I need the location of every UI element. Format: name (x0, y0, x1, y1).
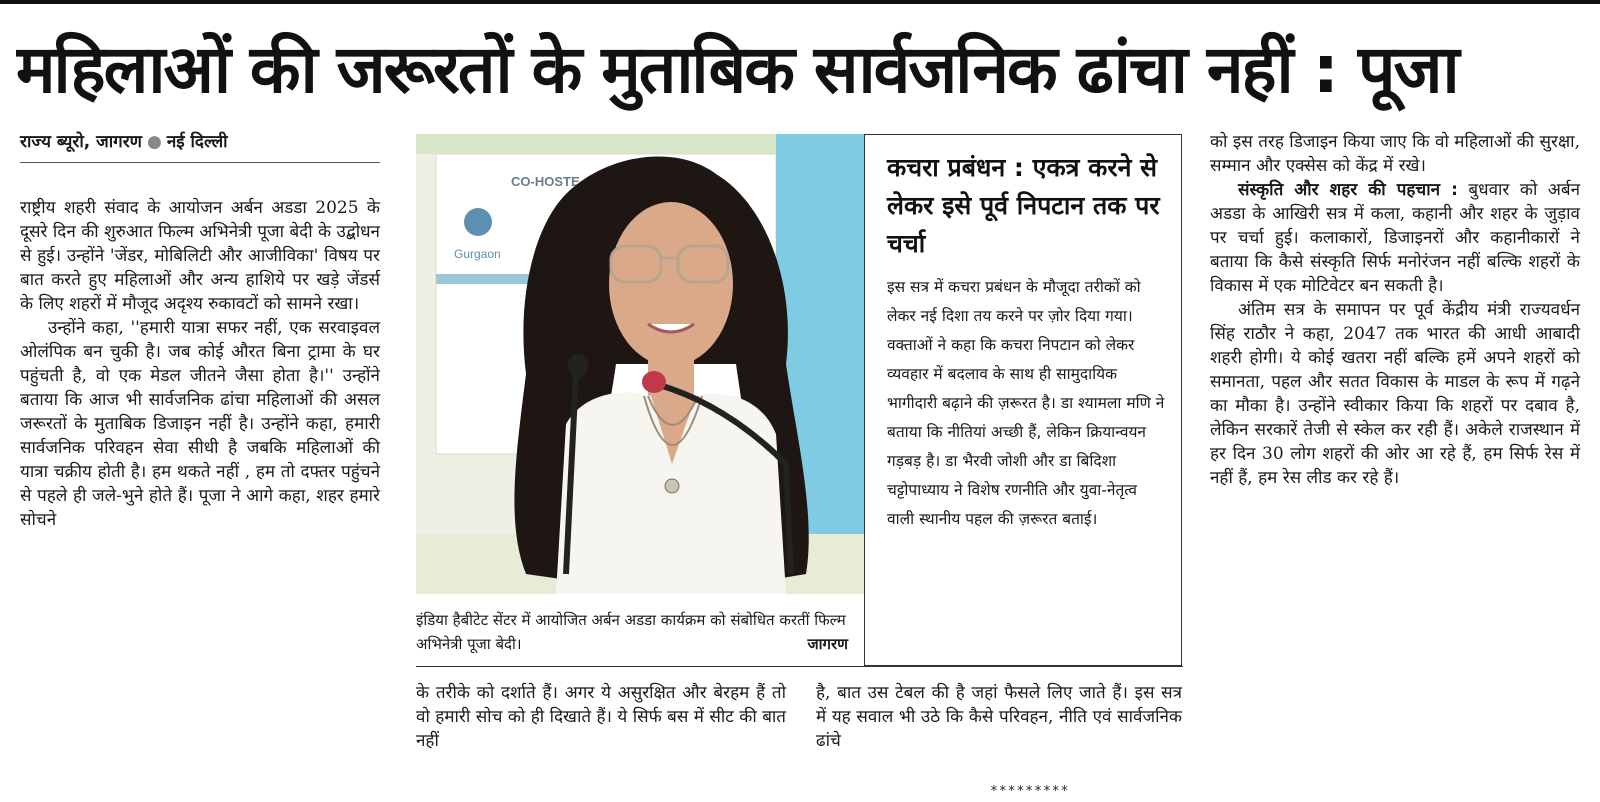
photo-credit: जागरण (807, 635, 848, 653)
banner-logo-text: Gurgaon (454, 247, 501, 261)
sidebar-heading: कचरा प्रबंधन : एकत्र करने से लेकर इसे पूर्व निपटान तक पर चर्चा (887, 153, 1160, 258)
speaker-photo-illustration (416, 134, 864, 594)
column4-paragraph-1: को इस तरह डिजाइन किया जाए कि वो महिलाओं की सुरक्षा, सम्मान और एक्सेस को केंद्र में रखे। (1210, 132, 1580, 176)
sidebar-box (864, 134, 1182, 666)
column1-paragraph-2: उन्होंने कहा, ''हमारी यात्रा सफर नहीं, एक सरवाइवल ओलंपिक बन चुकी है। जब कोई औरत बिना ट्रामा के घर पहुंचती है, वो एक मेडल जीतने जैसा होता है।'' उन्होंने बताया कि आज भी सार्वजनिक ढांचा महिलाओं की असल जरूरतों के मुताबिक डिजाइन नहीं है। उन्होंने कहा, हमारी सार्वजनिक परिवहन सेवा सीधी है जबकि महिलाओं की यात्रा चक्रीय होती है। हम थकते नहीं , हम तो दफ्तर पहुंचने से पहले ही जले-भुने होते हैं। पूजा ने आगे कहा, शहर हमारे सोचने (20, 318, 380, 530)
article-column-4 (1210, 130, 1580, 490)
byline (20, 128, 380, 163)
column4-paragraph-2 (1210, 178, 1580, 298)
column1-paragraph-1: राष्ट्रीय शहरी संवाद के आयोजन अर्बन अडडा 2025 के दूसरे दिन की शुरुआत फिल्म अभिनेत्री पूजा बेदी के उद्बोधन से हुई। उन्होंने 'जेंडर, मोबिलिटी और आजीविका' विषय पर बात करते हुए महिलाओं और अन्य हाशिये पर खड़े जेंडर्स के लिए शहरों में मौजूद अदृश्य रुकावटों को सामने रखा। (20, 198, 380, 314)
article-column-3-continuation: है, बात उस टेबल की है जहां फैसले लिए जाते हैं। इस सत्र में यह सवाल भी उठे कि कैसे परिवहन, नीति एवं सार्वजनिक ढांचे (816, 683, 1182, 751)
top-rule (0, 0, 1600, 4)
banner-text: CO-HOSTE (511, 174, 580, 189)
headline: महिलाओं की जरूरतों के मुताबिक सार्वजनिक ढांचा नहीं : पूजा (16, 31, 1458, 108)
boxed-section-bottom-rule (416, 666, 1183, 667)
article-photo (416, 134, 864, 594)
photo-caption-text: इंडिया हैबीटेट सेंटर में आयोजित अर्बन अडडा कार्यक्रम को संबोधित करतीं फिल्म अभिनेत्री पूजा बेदी। (416, 611, 846, 653)
byline-bureau: राज्य ब्यूरो, जागरण (20, 132, 142, 152)
photo-caption (416, 608, 848, 656)
sidebar-body: इस सत्र में कचरा प्रबंधन के मौजूदा तरीकों को लेकर नई दिशा तय करने पर ज़ोर दिया गया। वक्ताओं ने कहा कि कचरा निपटान को लेकर व्यवहार में बदलाव के साथ ही सामुदायिक भागीदारी बढ़ाने की ज़रूरत है। डा श्यामला मणि ने बताया कि नीतियां अच्छी हैं, लेकिन क्रियान्वयन गड़बड़ है। डा भैरवी जोशी और डा बिदिशा चट्टोपाध्याय ने विशेष रणनीति और युवा-नेतृत्व वाली स्थानीय पहल की ज़रूरत बताई। (887, 278, 1165, 528)
article-column-1 (20, 196, 380, 532)
byline-dot-icon: ● (146, 132, 162, 152)
banner-logo-icon (464, 208, 492, 236)
column4-paragraph-2-body: बुधवार को अर्बन अडडा के आखिरी सत्र में कला, कहानी और शहर के जुड़ाव पर चर्चा हुई। कलाकारों, डिजाइनरों और कहानीकारों ने बताया कि कैसे संस्कृति सिर्फ मनोरंजन नहीं बल्कि शहरों के विकास में एक मोटिवेटर बन सकती है। (1210, 180, 1580, 296)
byline-location: नई दिल्ली (166, 132, 228, 152)
article-column-2-continuation: के तरीके को दर्शाते हैं। अगर ये असुरक्षित और बेरहम हैं तो वो हमारी सोच को ही दिखाते हैं। ये सिर्फ बस में सीट की बात नहीं (416, 683, 786, 751)
column4-paragraph-3: अंतिम सत्र के समापन पर पूर्व केंद्रीय मंत्री राज्यवर्धन सिंह राठौर ने कहा, 2047 तक भारत की आधी आबादी शहरी होगी। ये कोई खतरा नहीं बल्कि हमें अपने शहरों को समानता, पहल और सतत विकास के माडल के रूप में गढ़ने का मौका है। उन्होंने स्वीकार किया कि शहरों पर दबाव है, लेकिन सरकारें तेजी से स्केल कर रही हैं। अकेले राजस्थान में हर दिन 30 लोग शहरों की ओर आ रहे हैं, हम सिर्फ रेस में नहीं हैं, हम रेस लीड कर रहे हैं। (1210, 300, 1580, 488)
end-marker: ********* (990, 784, 1070, 799)
column4-subhead: संस्कृति और शहर की पहचान : (1238, 180, 1458, 200)
